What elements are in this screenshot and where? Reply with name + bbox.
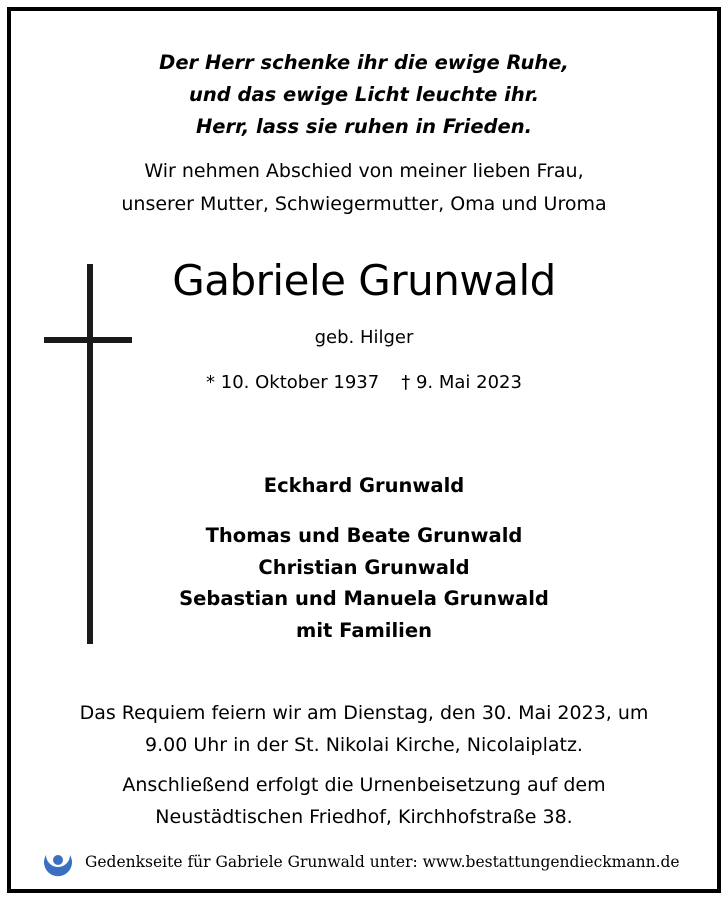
intro-line: unserer Mutter, Schwiegermutter, Oma und Uroma [121, 193, 607, 215]
mourner-spouse: Eckhard Grunwald [263, 474, 465, 497]
verse-line: Der Herr schenke ihr die ewige Ruhe, [159, 51, 569, 74]
crescent-dot-logo-icon [41, 845, 75, 879]
deceased-name: Gabriele Grunwald [172, 256, 556, 305]
mourner-line: Christian Grunwald [258, 555, 470, 579]
birth-date: * 10. Oktober 1937 [206, 372, 380, 393]
mourner-line: mit Familien [296, 618, 432, 642]
burial-line: Neustädtischen Friedhof, Kirchhofstraße 38. [155, 806, 573, 828]
memorial-page-footer [41, 845, 680, 879]
burial-line: Anschließend erfolgt die Urnenbeisetzung auf dem [122, 774, 606, 796]
verse-line: und das ewige Licht leuchte ihr. [189, 83, 539, 106]
service-details [11, 697, 717, 833]
mourner-line: Thomas und Beate Grunwald [205, 524, 523, 547]
requiem-line: Das Requiem feiern wir am Dienstag, den 30. Mai 2023, um [79, 702, 649, 724]
birth-name: geb. Hilger [314, 327, 414, 348]
mourner-line: Sebastian und Manuela Grunwald [179, 587, 549, 610]
requiem-line: 9.00 Uhr in der St. Nikolai Kirche, Nicolaiplatz. [145, 734, 583, 756]
memorial-page-link[interactable]: Gedenkseite für Gabriele Grunwald unter: www.bestattungendieckmann.de [85, 853, 680, 871]
obituary-notice [7, 7, 721, 893]
verse-line: Herr, lass sie ruhen in Frieden. [195, 115, 533, 138]
mourner-family-list [11, 520, 717, 646]
death-date: † 9. Mai 2023 [401, 372, 522, 393]
prayer-verse [11, 47, 717, 143]
life-dates [11, 368, 717, 398]
intro-line: Wir nehmen Abschied von meiner lieben Frau, [144, 160, 584, 182]
farewell-intro [11, 155, 717, 221]
